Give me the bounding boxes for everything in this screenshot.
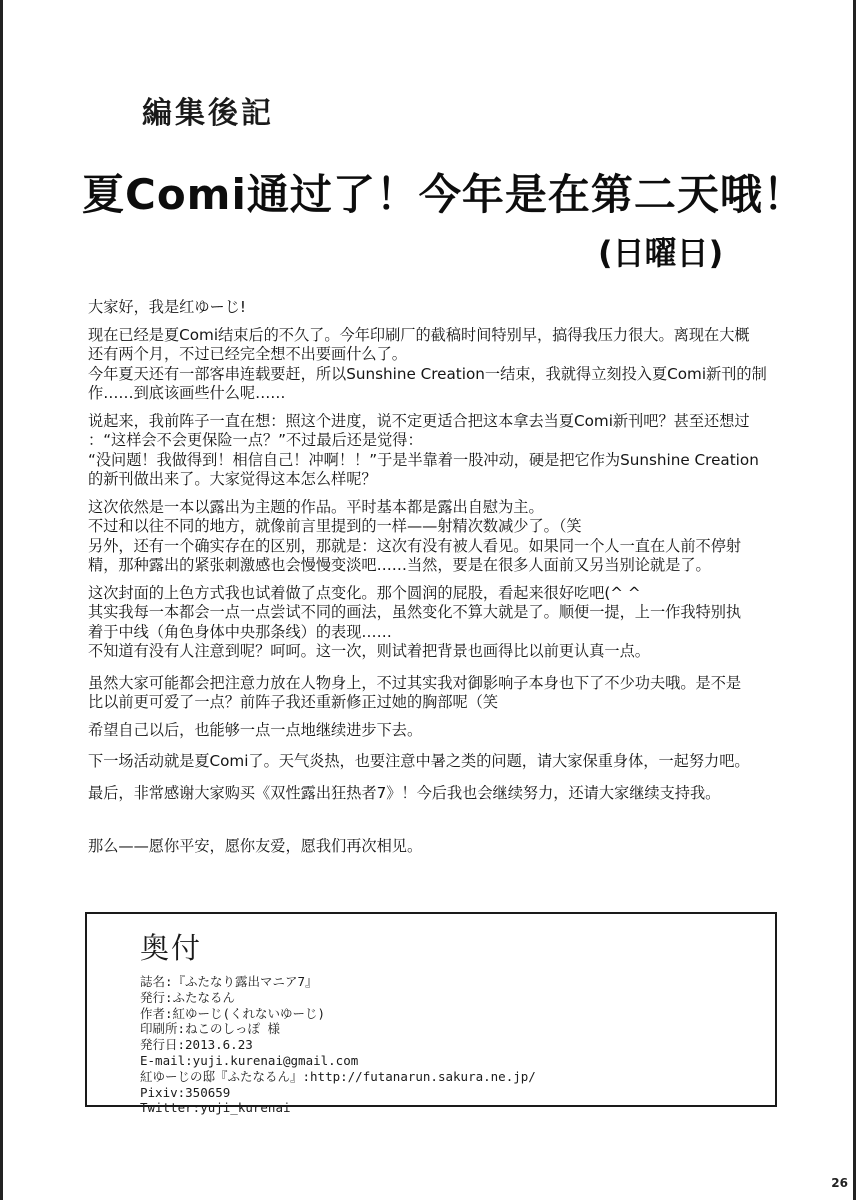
paragraph-character: 虽然大家可能都会把注意力放在人物身上，不过其实我对御影响子本身也下了不少功夫哦。是不是 比以前更可爱了一点？前阵子我还重新修正过她的胸部呢（笑 (88, 673, 742, 711)
colophon-twitter: Twitter:yuji_kurenai (140, 1100, 291, 1116)
subheadline: (日曜日) (598, 234, 724, 272)
paragraph-greeting: 大家好，我是红ゆーじ! (88, 298, 246, 316)
paragraph-farewell: 那么——愿你平安，愿你友爱，愿我们再次相见。 (88, 837, 423, 855)
section-title: 編集後記 (142, 96, 274, 131)
colophon-publisher: 発行:ふたなるん (140, 989, 236, 1005)
paragraph-theme: 这次依然是一本以露出为主题的作品。平时基本都是露出自慰为主。 不过和以往不同的地方，就像前言里提到的一样——射精次数减少了。（笑 另外，还有一个确实存在的区别，那就是：这次有没有被人看见。如果同一个人一直在人前不停射 精，那种露出的紧张刺激感也会慢慢变淡吧……当然，要是在很多人面前又另当别论就是了。 (88, 497, 742, 574)
paragraph-decision: 说起来，我前阵子一直在想：照这个进度，说不定更适合把这本拿去当夏Comi新刊吧？甚至还想过 ：“这样会不会更保险一点？”不过最后还是觉得： “没问题！我做得到！相信自己！冲啊！！”于是半靠着一股冲动，硬是把它作为Sunshine Creation 的新刊做出来了。大家觉得这本怎么样呢？ (88, 411, 759, 488)
colophon-website: 紅ゆーじの邸『ふたなるん』:http://futanarun.sakura.ne.jp/ (140, 1068, 536, 1084)
paragraph-next-event: 下一场活动就是夏Comi了。天气炎热，也要注意中暑之类的问题，请大家保重身体，一起努力吧。 (88, 752, 750, 770)
headline: 夏Comi通过了！今年是在第二天哦！ (82, 170, 806, 219)
page-number: 26 (831, 1176, 848, 1190)
colophon-pixiv: Pixiv:350659 (140, 1084, 231, 1100)
colophon-printer: 印刷所:ねこのしっぽ 様 (140, 1021, 281, 1037)
paragraph-hope: 希望自己以后，也能够一点一点地继续进步下去。 (88, 720, 423, 739)
colophon-details (140, 974, 740, 1116)
page-border-left (0, 0, 3, 1200)
paragraph-deadline: 现在已经是夏Comi结束后的不久了。今年印刷厂的截稿时间特别早，搞得我压力很大。离现在大概 还有两个月，不过已经完全想不出要画什么了。 今年夏天还有一部客串连载要赶，所以Sunshine Creation一结束，我就得立刻投入夏Comi新刊的制 作……到底该画些什么呢…… (88, 325, 767, 402)
colophon-author: 作者:紅ゆーじ(くれないゆーじ) (140, 1005, 326, 1021)
colophon-date: 発行日:2013.6.23 (140, 1037, 253, 1053)
colophon-title: 奥付 (140, 931, 203, 965)
paragraph-cover: 这次封面的上色方式我也试着做了点变化。那个圆润的屁股，看起来很好吃吧(^ ^ 其实我每一本都会一点一点尝试不同的画法，虽然变化不算大就是了。顺便一提，上一作我特别执 着于中线（角色身体中央那条线）的表现…… 不知道有没有人注意到呢？呵呵。这一次，则试着把背景也画得比以前更认真一点。 (88, 583, 742, 660)
afterword-body (88, 298, 778, 865)
colophon-book-title: 誌名:『ふたなり露出マニア7』 (140, 974, 318, 989)
colophon-email: E-mail:yuji.kurenai@gmail.com (140, 1052, 359, 1068)
colophon-box (85, 912, 777, 1116)
paragraph-thanks: 最后，非常感谢大家购买《双性露出狂热者7》！今后我也会继续努力，还请大家继续支持我。 (88, 783, 721, 802)
